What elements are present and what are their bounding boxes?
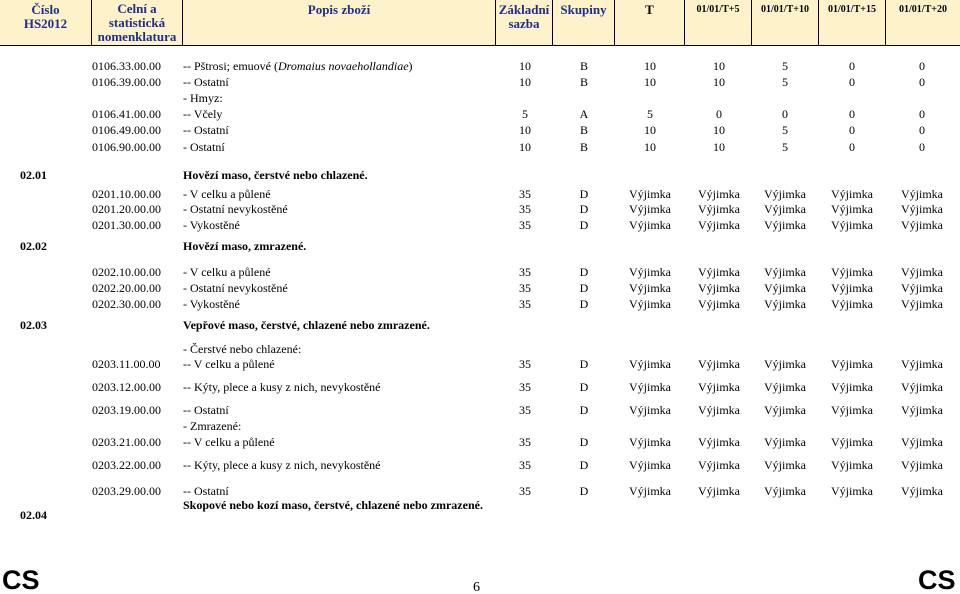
nomenclature-code: 0203.19.00.00 [92, 403, 161, 417]
base-rate [500, 341, 550, 357]
base-rate: 35 [519, 265, 531, 279]
rate-t3: Výjimka [764, 281, 806, 295]
footer-language-code-left: CS [2, 565, 40, 594]
rate-t4: Výjimka [831, 218, 873, 232]
rate-t1 [617, 341, 683, 357]
rate-t5 [887, 341, 957, 357]
staging-group: D [579, 484, 589, 498]
nomenclature-code: 0202.30.00.00 [92, 297, 161, 311]
rate-t1 [617, 418, 683, 434]
rate-t4: Výjimka [831, 187, 873, 201]
section-number: 02.04 [20, 508, 47, 522]
rate-t2: Výjimka [698, 357, 740, 371]
section-title: Skopové nebo kozí maso, čerstvé, chlazené nebo zmrazené. [183, 498, 483, 512]
rate-t1: Výjimka [629, 281, 671, 295]
section-heading-row [0, 167, 960, 183]
staging-group: D [579, 435, 589, 449]
base-rate: 35 [519, 297, 531, 311]
rate-t4: Výjimka [831, 297, 873, 311]
staging-group: D [579, 297, 589, 311]
rate-t4 [819, 90, 885, 106]
goods-description: - V celku a půlené [183, 265, 271, 279]
rate-t4: 0 [849, 59, 855, 73]
staging-group [555, 90, 613, 106]
nomenclature-code: 0106.90.00.00 [92, 140, 161, 154]
goods-description-latin-name: Dromaius novaehollandiae [278, 59, 409, 73]
base-rate: 35 [519, 357, 531, 371]
rate-t1: 10 [644, 75, 656, 89]
rate-t4: 0 [849, 107, 855, 121]
goods-description [183, 58, 413, 74]
section-number: 02.03 [20, 318, 47, 332]
base-rate: 10 [519, 59, 531, 73]
rate-t3: Výjimka [764, 458, 806, 472]
rate-t4: Výjimka [831, 380, 873, 394]
rate-t4: Výjimka [831, 281, 873, 295]
rate-t5: Výjimka [901, 265, 943, 279]
header-skupiny: Skupiny [553, 0, 615, 46]
rate-t3: Výjimka [764, 484, 806, 498]
rate-t3 [752, 418, 818, 434]
rate-t1: 10 [644, 123, 656, 137]
rate-t1: Výjimka [629, 297, 671, 311]
table-row [0, 341, 960, 357]
rate-t4 [819, 418, 885, 434]
rate-t3: Výjimka [764, 265, 806, 279]
rate-t2: Výjimka [698, 265, 740, 279]
rate-t2: Výjimka [698, 281, 740, 295]
rate-t2: Výjimka [698, 202, 740, 216]
rate-t3: Výjimka [764, 403, 806, 417]
rate-t1: Výjimka [629, 218, 671, 232]
base-rate: 35 [519, 484, 531, 498]
section-title: Hovězí maso, čerstvé nebo chlazené. [183, 168, 368, 182]
header-t20: 01/01/T+20 [899, 4, 947, 15]
rate-t5: Výjimka [901, 458, 943, 472]
rate-t1: Výjimka [629, 484, 671, 498]
table-row [0, 296, 960, 312]
rate-t2: Výjimka [698, 458, 740, 472]
staging-group: D [579, 403, 589, 417]
header-popis-zbozi: Popis zboží [183, 0, 496, 46]
rate-t1: Výjimka [629, 435, 671, 449]
nomenclature-code: 0106.49.00.00 [92, 123, 161, 137]
nomenclature-code: 0202.20.00.00 [92, 281, 161, 295]
goods-description: -- V celku a půlené [183, 435, 275, 449]
table-row [0, 186, 960, 202]
nomenclature-code: 0106.33.00.00 [92, 59, 161, 73]
rate-t5: Výjimka [901, 187, 943, 201]
rate-t1: Výjimka [629, 380, 671, 394]
table-row [0, 483, 960, 499]
nomenclature-code: 0201.20.00.00 [92, 202, 161, 216]
nomenclature-code: 0203.21.00.00 [92, 435, 161, 449]
staging-group: D [579, 357, 589, 371]
rate-t4: Výjimka [831, 458, 873, 472]
header-t15: 01/01/T+15 [819, 0, 886, 46]
base-rate: 35 [519, 435, 531, 449]
table-row [0, 74, 960, 90]
table-row [0, 264, 960, 280]
rate-t5: 0 [919, 75, 925, 89]
section-title: Hovězí maso, zmrazené. [183, 239, 307, 253]
nomenclature-code: 0203.12.00.00 [92, 380, 161, 394]
rate-t4: 0 [849, 75, 855, 89]
staging-group: B [579, 140, 588, 154]
goods-description: -- Ostatní [183, 123, 229, 137]
rate-t1: Výjimka [629, 403, 671, 417]
rate-t2: 10 [713, 140, 725, 154]
nomenclature-code: 0203.29.00.00 [92, 484, 161, 498]
rate-t1: Výjimka [629, 265, 671, 279]
rate-t2: 10 [713, 75, 725, 89]
base-rate: 35 [519, 281, 531, 295]
base-rate: 10 [519, 75, 531, 89]
table-row [0, 434, 960, 450]
rate-t5: Výjimka [901, 484, 943, 498]
goods-description: - Vykostěné [183, 297, 240, 311]
nomenclature-code: 0202.10.00.00 [92, 265, 161, 279]
rate-t5: Výjimka [901, 297, 943, 311]
nomenclature-code: 0106.41.00.00 [92, 107, 161, 121]
section-number: 02.02 [20, 239, 47, 253]
rate-t2: 10 [713, 59, 725, 73]
section-heading-row [0, 238, 960, 254]
table-row [0, 280, 960, 296]
rate-t5: 0 [919, 123, 925, 137]
goods-description: -- Ostatní [183, 484, 229, 498]
base-rate: 35 [519, 458, 531, 472]
rate-t5 [887, 90, 957, 106]
table-row [0, 106, 960, 122]
rate-t3: 5 [782, 59, 788, 73]
base-rate: 35 [519, 187, 531, 201]
staging-group: D [579, 458, 589, 472]
goods-description: - Vykostěné [183, 218, 240, 232]
goods-description: -- Ostatní [183, 75, 229, 89]
staging-group: B [579, 123, 588, 137]
rate-t2 [686, 90, 752, 106]
header-t5: 01/01/T+5 [685, 0, 752, 46]
rate-t3: 5 [782, 75, 788, 89]
table-row [0, 139, 960, 155]
table-row [0, 122, 960, 138]
table-row [0, 90, 960, 106]
rate-t1: Výjimka [629, 357, 671, 371]
rate-t3 [752, 90, 818, 106]
rate-t1: Výjimka [629, 187, 671, 201]
header-cislo: Číslo HS2012 [0, 0, 92, 46]
rate-t1: Výjimka [629, 458, 671, 472]
rate-t4: Výjimka [831, 357, 873, 371]
nomenclature-code: 0203.11.00.00 [92, 357, 161, 371]
rate-t4: Výjimka [831, 484, 873, 498]
goods-description: -- Ostatní [183, 403, 229, 417]
rate-t2: Výjimka [698, 435, 740, 449]
table-row [0, 457, 960, 473]
section-title: Vepřové maso, čerstvé, chlazené nebo zmrazené. [183, 318, 430, 332]
table-header [0, 0, 960, 46]
rate-t4 [819, 341, 885, 357]
staging-group [555, 418, 613, 434]
rate-t5: Výjimka [901, 202, 943, 216]
rate-t5 [887, 418, 957, 434]
rate-t4: Výjimka [831, 435, 873, 449]
rate-t5: 0 [919, 59, 925, 73]
rate-t2: Výjimka [698, 380, 740, 394]
goods-description-start: -- Pštrosi; emuové ( [183, 59, 278, 73]
nomenclature-code: 0201.30.00.00 [92, 218, 161, 232]
staging-group: A [579, 107, 589, 121]
rate-t2: 10 [713, 123, 725, 137]
rate-t2: Výjimka [698, 297, 740, 311]
goods-description: - Ostatní [183, 140, 225, 154]
staging-group [555, 341, 613, 357]
base-rate [500, 418, 550, 434]
table-row [0, 201, 960, 217]
rate-t5: 0 [919, 140, 925, 154]
staging-group: B [579, 75, 588, 89]
rate-t3: Výjimka [764, 297, 806, 311]
rate-t3: Výjimka [764, 187, 806, 201]
header-t: T [615, 0, 685, 46]
rate-t5: Výjimka [901, 435, 943, 449]
rate-t4: Výjimka [831, 403, 873, 417]
base-rate: 5 [522, 107, 528, 121]
base-rate: 35 [519, 218, 531, 232]
rate-t2: Výjimka [698, 187, 740, 201]
rate-t3: Výjimka [764, 218, 806, 232]
staging-group: B [579, 59, 588, 73]
staging-group: D [579, 187, 589, 201]
rate-t5: Výjimka [901, 218, 943, 232]
base-rate: 10 [519, 123, 531, 137]
rate-t2 [686, 341, 752, 357]
rate-t5: Výjimka [901, 403, 943, 417]
table-row [0, 418, 960, 434]
rate-t5: Výjimka [901, 357, 943, 371]
rate-t3: 0 [782, 107, 788, 121]
base-rate [500, 90, 550, 106]
table-row [0, 402, 960, 418]
rate-t1: Výjimka [629, 202, 671, 216]
rate-t3: Výjimka [764, 357, 806, 371]
staging-group: D [579, 202, 589, 216]
rate-t4: Výjimka [831, 265, 873, 279]
rate-t3 [752, 341, 818, 357]
rate-t4: 0 [849, 123, 855, 137]
goods-description: -- Včely [183, 107, 223, 121]
rate-t3: 5 [782, 123, 788, 137]
rate-t4: Výjimka [831, 202, 873, 216]
goods-description: - Zmrazené: [183, 419, 242, 433]
rate-t1: 10 [644, 140, 656, 154]
rate-t2: Výjimka [698, 484, 740, 498]
base-rate: 35 [519, 202, 531, 216]
rate-t3: Výjimka [764, 380, 806, 394]
rate-t3: Výjimka [764, 202, 806, 216]
staging-group: D [579, 281, 589, 295]
goods-description: - V celku a půlené [183, 187, 271, 201]
goods-description: - Hmyz: [183, 91, 223, 105]
nomenclature-code: 0203.22.00.00 [92, 458, 161, 472]
goods-description-end: ) [408, 59, 413, 73]
goods-description: -- Kýty, plece a kusy z nich, nevykostěné [183, 380, 381, 394]
page-number: 6 [473, 580, 480, 594]
rate-t1 [617, 90, 683, 106]
rate-t4: 0 [849, 140, 855, 154]
rate-t3: 5 [782, 140, 788, 154]
base-rate: 35 [519, 403, 531, 417]
rate-t2: 0 [716, 107, 722, 121]
goods-description: -- Kýty, plece a kusy z nich, nevykostěné [183, 458, 381, 472]
rate-t5: Výjimka [901, 380, 943, 394]
staging-group: D [579, 380, 589, 394]
header-celni-nomenklatura: Celní a statistická nomenklatura [92, 0, 183, 46]
rate-t2: Výjimka [698, 218, 740, 232]
goods-description: -- V celku a půlené [183, 357, 275, 371]
base-rate: 10 [519, 140, 531, 154]
goods-description: - Čerstvé nebo chlazené: [183, 342, 302, 356]
table-row [0, 58, 960, 74]
rate-t5: Výjimka [901, 281, 943, 295]
table-row [0, 356, 960, 372]
section-number: 02.01 [20, 168, 47, 182]
rate-t2 [686, 418, 752, 434]
rate-t1: 10 [644, 59, 656, 73]
staging-group: D [579, 218, 589, 232]
nomenclature-code: 0106.39.00.00 [92, 75, 161, 89]
table-row [0, 217, 960, 233]
rate-t3: Výjimka [764, 435, 806, 449]
goods-description: - Ostatní nevykostěné [183, 202, 288, 216]
nomenclature-code: 0201.10.00.00 [92, 187, 161, 201]
rate-t5: 0 [919, 107, 925, 121]
header-zakladni-sazba: Základní sazba [496, 0, 553, 46]
staging-group: D [579, 265, 589, 279]
header-t10: 01/01/T+10 [752, 0, 819, 46]
table-row [0, 379, 960, 395]
footer-language-code-right: CS [918, 565, 956, 594]
section-heading-row [0, 317, 960, 333]
rate-t1: 5 [647, 107, 653, 121]
goods-description: - Ostatní nevykostěné [183, 281, 288, 295]
rate-t2: Výjimka [698, 403, 740, 417]
base-rate: 35 [519, 380, 531, 394]
